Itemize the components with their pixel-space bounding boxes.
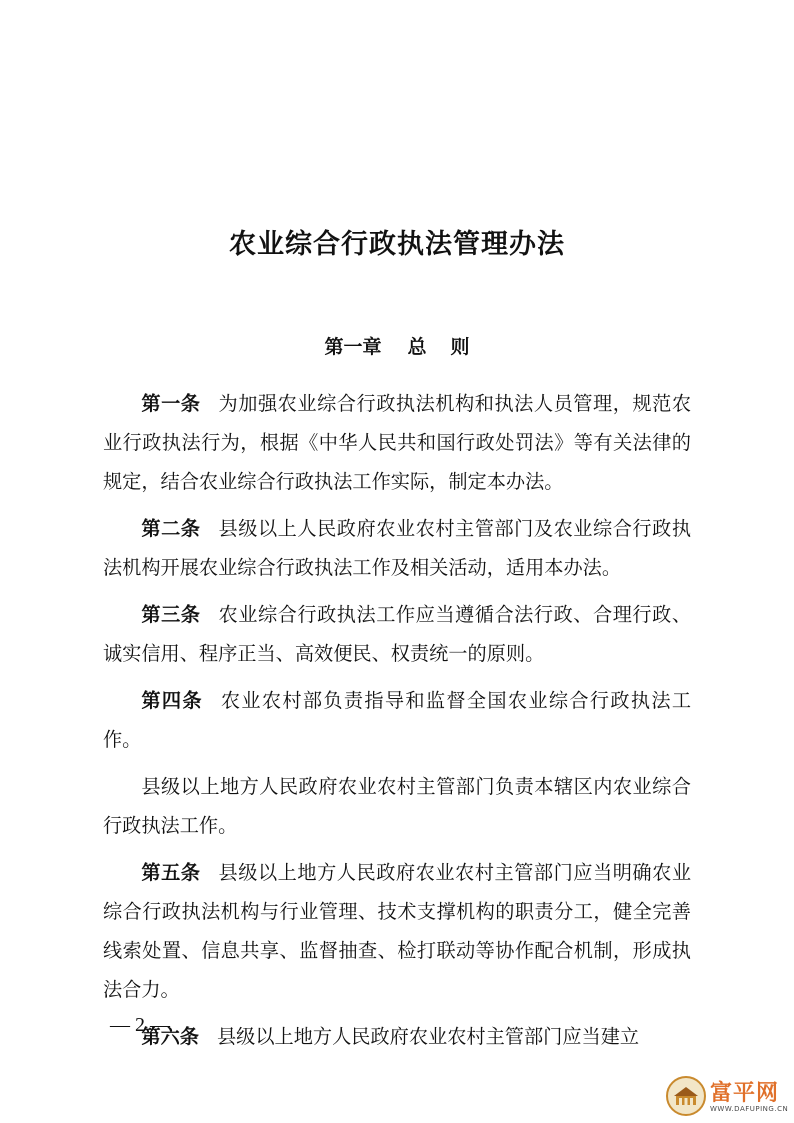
article-text: 县级以上地方人民政府农业农村主管部门应当建立 [216,1025,640,1048]
article-paragraph [103,767,691,845]
article-label: 第一条 [141,392,201,415]
article-label: 第五条 [141,861,201,884]
document-body [103,384,691,1064]
article-label: 第六条 [141,1025,199,1048]
chapter-number: 第一章 [324,336,382,358]
article-paragraph [103,509,691,587]
article-paragraph [103,681,691,759]
chapter-heading [0,332,794,359]
article-paragraph [103,853,691,1009]
building-badge-icon [666,1076,706,1116]
chapter-name-part1: 总 [407,336,427,358]
article-text: 县级以上人民政府农业农村主管部门及农业综合行政执法机构开展农业综合行政执法工作及相关活动，适用本办法。 [103,517,692,579]
document-title: 农业综合行政执法管理办法 [229,229,565,260]
article-text: 农业农村部负责指导和监督全国农业综合行政执法工作。 [103,689,692,751]
watermark-name: 富平网 [710,1081,780,1106]
article-label: 第二条 [141,517,201,540]
article-text: 为加强农业综合行政执法机构和执法人员管理，规范农业行政执法行为，根据《中华人民共和国行政处罚法》等有关法律的规定，结合农业综合行政执法工作实际，制定本办法。 [103,392,692,493]
watermark-logo [666,1076,790,1120]
watermark-url: WWW.DAFUPING.CN [710,1105,789,1113]
article-paragraph [103,595,691,673]
article-text: 县级以上地方人民政府农业农村主管部门应当明确农业综合行政执法机构与行业管理、技术支撑机构的职责分工，健全完善线索处置、信息共享、监督抽查、检打联动等协作配合机制，形成执法合力。 [103,861,692,1001]
article-paragraph [103,1017,691,1056]
article-text: 县级以上地方人民政府农业农村主管部门负责本辖区内农业综合行政执法工作。 [103,775,691,837]
page-number: — 2 — [110,1014,170,1036]
article-label: 第三条 [141,603,201,626]
chapter-name-part2: 则 [450,336,470,358]
article-label: 第四条 [141,689,203,712]
article-paragraph [103,384,691,501]
article-text: 农业综合行政执法工作应当遵循合法行政、合理行政、诚实信用、程序正当、高效便民、权责统一的原则。 [103,603,692,665]
